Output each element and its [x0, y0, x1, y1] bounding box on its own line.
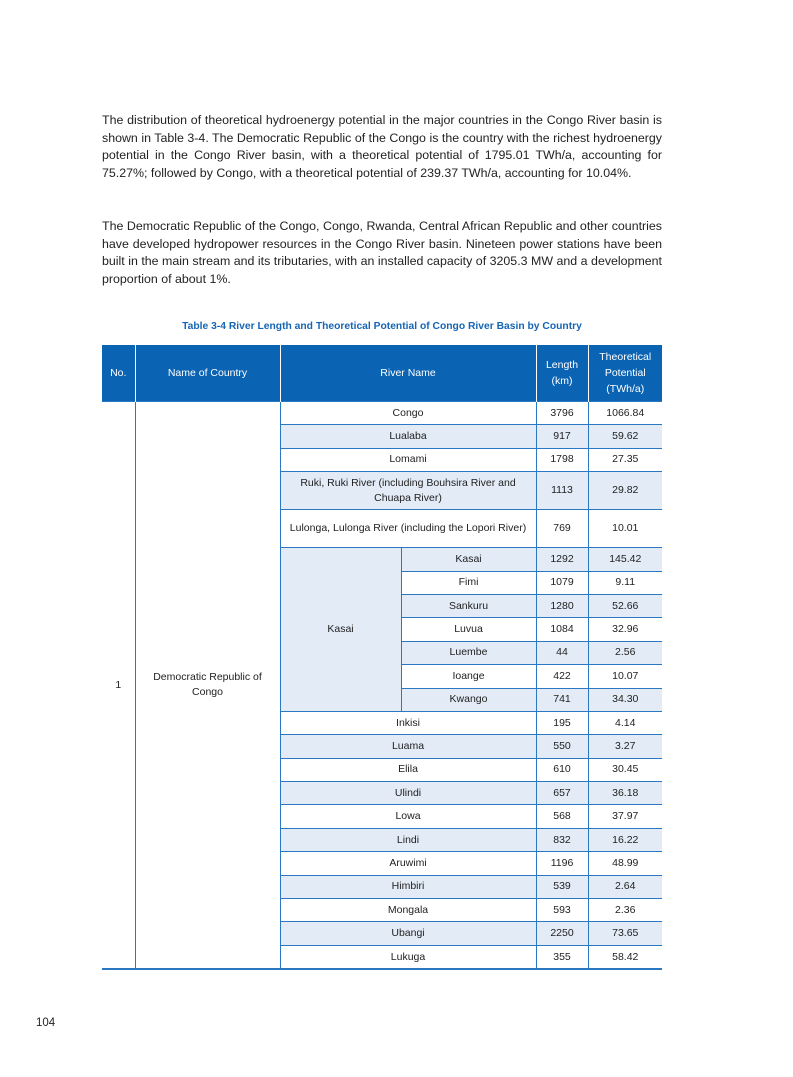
theoretical-potential: 34.30	[588, 688, 662, 711]
header-river-name: River Name	[280, 345, 536, 402]
river-name: Lowa	[280, 805, 536, 828]
river-name: Ulindi	[280, 782, 536, 805]
header-potential: Theoretical Potential (TWh/a)	[588, 345, 662, 402]
theoretical-potential: 9.11	[588, 571, 662, 594]
river-length: 422	[536, 665, 588, 688]
river-length: 568	[536, 805, 588, 828]
river-name: Fimi	[401, 571, 536, 594]
theoretical-potential: 32.96	[588, 618, 662, 641]
river-name: Himbiri	[280, 875, 536, 898]
river-length: 539	[536, 875, 588, 898]
river-group-name: Kasai	[280, 548, 401, 712]
river-length: 1798	[536, 448, 588, 471]
theoretical-potential: 16.22	[588, 828, 662, 851]
river-length: 44	[536, 641, 588, 664]
river-name: Inkisi	[280, 711, 536, 734]
river-name: Lomami	[280, 448, 536, 471]
theoretical-potential: 27.35	[588, 448, 662, 471]
theoretical-potential: 2.56	[588, 641, 662, 664]
river-length: 195	[536, 711, 588, 734]
theoretical-potential: 52.66	[588, 594, 662, 617]
river-length: 1280	[536, 594, 588, 617]
river-potential-table	[102, 345, 662, 970]
theoretical-potential: 37.97	[588, 805, 662, 828]
river-name: Lindi	[280, 828, 536, 851]
river-name: Lukuga	[280, 945, 536, 969]
river-name: Congo	[280, 402, 536, 425]
river-length: 593	[536, 899, 588, 922]
river-name: Ioange	[401, 665, 536, 688]
river-length: 610	[536, 758, 588, 781]
theoretical-potential: 58.42	[588, 945, 662, 969]
river-length: 917	[536, 425, 588, 448]
theoretical-potential: 145.42	[588, 548, 662, 571]
theoretical-potential: 3.27	[588, 735, 662, 758]
river-name: Elila	[280, 758, 536, 781]
river-length: 1084	[536, 618, 588, 641]
theoretical-potential: 4.14	[588, 711, 662, 734]
theoretical-potential: 59.62	[588, 425, 662, 448]
header-no: No.	[102, 345, 135, 402]
river-length: 1196	[536, 852, 588, 875]
theoretical-potential: 2.36	[588, 899, 662, 922]
river-length: 355	[536, 945, 588, 969]
body-paragraph: The distribution of theoretical hydroenergy potential in the major countries in the Congo River basin is shown in Table 3-4. The Democratic Republic of the Congo is the country with the richest hydroenergy potential in the Congo River basin, with a theoretical potential of 1795.01 TWh/a, accounting for 75.27%; followed by Congo, with a theoretical potential of 239.37 TWh/a, accounting for 10.04%.	[102, 113, 662, 180]
theoretical-potential: 48.99	[588, 852, 662, 875]
river-length: 832	[536, 828, 588, 851]
theoretical-potential: 1066.84	[588, 402, 662, 425]
theoretical-potential: 30.45	[588, 758, 662, 781]
river-name: Aruwimi	[280, 852, 536, 875]
body-paragraph: The Democratic Republic of the Congo, Congo, Rwanda, Central African Republic and other countries have developed hydropower resources in the Congo River basin. Nineteen power stations have been built in the main stream and its tributaries, with an installed capacity of 3205.3 MW and a development proportion of about 1%.	[102, 219, 662, 286]
row-number: 1	[102, 402, 135, 970]
header-length: Length (km)	[536, 345, 588, 402]
country-name: Democratic Republic of Congo	[135, 402, 280, 970]
river-name: Ubangi	[280, 922, 536, 945]
theoretical-potential: 29.82	[588, 472, 662, 510]
table-header-row	[102, 345, 662, 402]
river-length: 1292	[536, 548, 588, 571]
river-length: 3796	[536, 402, 588, 425]
river-name: Kasai	[401, 548, 536, 571]
theoretical-potential: 10.01	[588, 510, 662, 548]
river-name: Lualaba	[280, 425, 536, 448]
river-name: Lulonga, Lulonga River (including the Lopori River)	[280, 510, 536, 548]
header-country: Name of Country	[135, 345, 280, 402]
theoretical-potential: 73.65	[588, 922, 662, 945]
river-name: Luembe	[401, 641, 536, 664]
river-name: Mongala	[280, 899, 536, 922]
river-length: 1113	[536, 472, 588, 510]
river-length: 550	[536, 735, 588, 758]
river-length: 1079	[536, 571, 588, 594]
river-length: 2250	[536, 922, 588, 945]
river-name: Sankuru	[401, 594, 536, 617]
theoretical-potential: 36.18	[588, 782, 662, 805]
theoretical-potential: 10.07	[588, 665, 662, 688]
river-name: Kwango	[401, 688, 536, 711]
table-row	[102, 402, 662, 425]
river-length: 657	[536, 782, 588, 805]
river-length: 741	[536, 688, 588, 711]
river-name: Luvua	[401, 618, 536, 641]
table-caption: Table 3-4 River Length and Theoretical Potential of Congo River Basin by Country	[182, 321, 582, 332]
river-name: Luama	[280, 735, 536, 758]
theoretical-potential: 2.64	[588, 875, 662, 898]
river-name: Ruki, Ruki River (including Bouhsira River and Chuapa River)	[280, 472, 536, 510]
page-number: 104	[36, 1017, 56, 1029]
river-length: 769	[536, 510, 588, 548]
table-body	[102, 402, 662, 970]
